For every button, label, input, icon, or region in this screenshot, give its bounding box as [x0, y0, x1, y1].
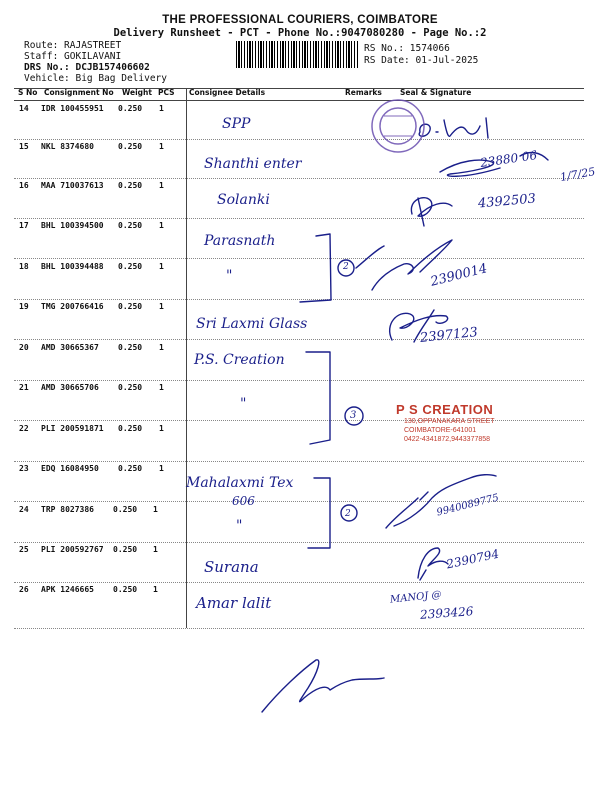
circled-count-a: 2	[343, 262, 349, 272]
stamp-name: P S CREATION	[396, 402, 494, 417]
row-separator	[14, 339, 584, 340]
row-weight: 0.250	[118, 343, 143, 352]
row-sno: 25	[19, 545, 29, 554]
row-weight: 0.250	[118, 181, 143, 190]
row-consignment-no: EDQ 16084950	[41, 464, 99, 473]
row-weight: 0.250	[118, 302, 143, 311]
rs-no-line: RS No.: 1574066	[364, 43, 450, 54]
consignee-column-divider	[186, 88, 187, 628]
vehicle-line: Vehicle: Big Bag Delivery	[24, 73, 167, 84]
handwritten-consignee-15: Shanthi enter	[204, 156, 302, 172]
row-pcs: 1	[159, 424, 164, 433]
staff-line: Staff: GOKILAVANI	[24, 51, 122, 62]
table-row	[0, 302, 186, 314]
row-separator	[14, 139, 584, 140]
row-sno: 20	[19, 343, 29, 352]
stamp-line-1: 130,OPPANAKARA STREET	[404, 418, 495, 425]
signature-number-18: 2390014	[429, 261, 489, 290]
handwritten-consignee-20: P.S. Creation	[194, 352, 285, 368]
circled-count-b: 3	[350, 410, 357, 421]
row-pcs: 1	[159, 302, 164, 311]
table-row	[0, 383, 186, 395]
row-pcs: 1	[159, 104, 164, 113]
row-weight: 0.250	[118, 221, 143, 230]
row-consignment-no: BHL 100394488	[41, 262, 104, 271]
col-consignment: Consignment No	[44, 88, 114, 97]
table-row	[0, 464, 186, 476]
footer-signature	[262, 660, 384, 712]
table-row	[0, 262, 186, 274]
row-consignment-no: MAA 710037613	[41, 181, 104, 190]
row-separator	[14, 258, 584, 259]
page-title: THE PROFESSIONAL COURIERS, COIMBATORE	[162, 14, 438, 26]
row-separator	[14, 380, 584, 381]
row-weight: 0.250	[118, 383, 143, 392]
row-separator	[14, 542, 584, 543]
signature-number-24: 9940089775	[435, 492, 501, 519]
row-weight: 0.250	[118, 424, 143, 433]
table-row	[0, 505, 186, 517]
row-consignment-no: TMG 200766416	[41, 302, 104, 311]
row-pcs: 1	[159, 221, 164, 230]
table-row	[0, 545, 186, 557]
barcode	[236, 41, 358, 68]
table-row	[0, 142, 186, 154]
row-pcs: 1	[159, 464, 164, 473]
table-row	[0, 221, 186, 233]
bracket-rows-17-18	[300, 234, 331, 302]
page-subtitle: Delivery Runsheet - PCT - Phone No.:9047080280 - Page No.:2	[113, 27, 487, 39]
row-pcs: 1	[153, 585, 158, 594]
handwritten-consignee-25: Surana	[204, 558, 259, 576]
row-sno: 26	[19, 585, 29, 594]
row-consignment-no: NKL 8374680	[41, 142, 94, 151]
row-sno: 18	[19, 262, 29, 271]
row-pcs: 1	[153, 545, 158, 554]
handwritten-consignee-23: Mahalaxmi Tex	[186, 475, 294, 491]
col-consignee: Consignee Details	[189, 88, 266, 97]
handwritten-consignee-23b: 606	[232, 494, 255, 508]
row-separator	[14, 582, 584, 583]
row-sno: 15	[19, 142, 29, 151]
row-weight: 0.250	[118, 464, 143, 473]
row-consignment-no: TRP 8027386	[41, 505, 94, 514]
col-remarks: Remarks	[345, 88, 382, 97]
signature-number-16: 4392503	[477, 191, 537, 212]
handwritten-consignee-24: "	[236, 518, 243, 534]
row-separator	[14, 178, 584, 179]
round-stamp	[372, 100, 424, 152]
row-weight: 0.250	[118, 262, 143, 271]
col-weight: Weight	[122, 88, 152, 97]
signature-number-26: 2393426	[419, 604, 474, 622]
row-separator	[14, 628, 584, 629]
signature-16	[411, 198, 452, 226]
circled-count-c: 2	[345, 509, 351, 519]
row-consignment-no: APK 1246665	[41, 585, 94, 594]
row-pcs: 1	[159, 142, 164, 151]
runsheet-meta-right	[364, 43, 478, 67]
handwritten-consignee-18: "	[226, 268, 233, 284]
row-sno: 22	[19, 424, 29, 433]
signature-number-15: 23880 06	[479, 148, 538, 170]
handwritten-consignee-21: "	[240, 396, 247, 412]
runsheet-meta-left	[24, 40, 167, 84]
row-consignment-no: PLI 200592767	[41, 545, 104, 554]
handwritten-consignee-14: SPP	[222, 116, 251, 132]
row-sno: 16	[19, 181, 29, 190]
row-consignment-no: PLI 200591871	[41, 424, 104, 433]
handwritten-consignee-26: Amar lalit	[196, 594, 272, 612]
row-sno: 14	[19, 104, 29, 113]
row-sno: 23	[19, 464, 29, 473]
row-separator	[14, 461, 584, 462]
row-weight: 0.250	[113, 545, 138, 554]
bracket-rows-23-24	[308, 478, 330, 548]
handwritten-consignee-19: Sri Laxmi Glass	[196, 316, 308, 332]
signature-number-25: 2390794	[445, 546, 501, 572]
drs-line: DRS No.: DCJB157406602	[24, 62, 150, 73]
row-pcs: 1	[159, 343, 164, 352]
signature-name-26: MANOJ @	[389, 589, 443, 606]
row-weight: 0.250	[118, 104, 143, 113]
row-pcs: 1	[153, 505, 158, 514]
header-bottom-border	[14, 100, 584, 101]
col-sno: S No	[18, 88, 38, 97]
rs-date-line: RS Date: 01-Jul-2025	[364, 55, 479, 66]
signature-25	[418, 548, 448, 580]
stamp-line-2: COIMBATORE-641001	[404, 427, 477, 434]
row-separator	[14, 218, 584, 219]
row-consignment-no: IDR 100455951	[41, 104, 104, 113]
row-sno: 19	[19, 302, 29, 311]
signature-date-15: 1/7/25	[559, 165, 597, 184]
row-sno: 17	[19, 221, 29, 230]
table-row	[0, 424, 186, 436]
row-consignment-no: AMD 30665706	[41, 383, 99, 392]
row-consignment-no: AMD 30665367	[41, 343, 99, 352]
table-row	[0, 343, 186, 355]
handwritten-consignee-16: Solanki	[217, 192, 270, 208]
signature-14	[419, 118, 488, 138]
company-stamp	[396, 402, 506, 444]
row-separator	[14, 299, 584, 300]
row-pcs: 1	[159, 262, 164, 271]
table-row	[0, 181, 186, 193]
row-pcs: 1	[159, 181, 164, 190]
table-header	[0, 88, 600, 100]
row-weight: 0.250	[113, 585, 138, 594]
handwritten-consignee-17: Parasnath	[204, 233, 276, 249]
row-sno: 21	[19, 383, 29, 392]
signature-number-19: 2397123	[419, 325, 479, 346]
bracket-rows-20-22	[306, 352, 330, 444]
row-sno: 24	[19, 505, 29, 514]
row-weight: 0.250	[113, 505, 138, 514]
row-pcs: 1	[159, 383, 164, 392]
table-row	[0, 104, 186, 116]
row-consignment-no: BHL 100394500	[41, 221, 104, 230]
stamp-line-3: 0422-4341872,9443377858	[404, 436, 491, 443]
table-row	[0, 585, 186, 597]
col-pcs: PCS	[158, 88, 175, 97]
route-line: Route: RAJASTREET	[24, 40, 122, 51]
col-seal: Seal & Signature	[400, 88, 472, 97]
row-weight: 0.250	[118, 142, 143, 151]
